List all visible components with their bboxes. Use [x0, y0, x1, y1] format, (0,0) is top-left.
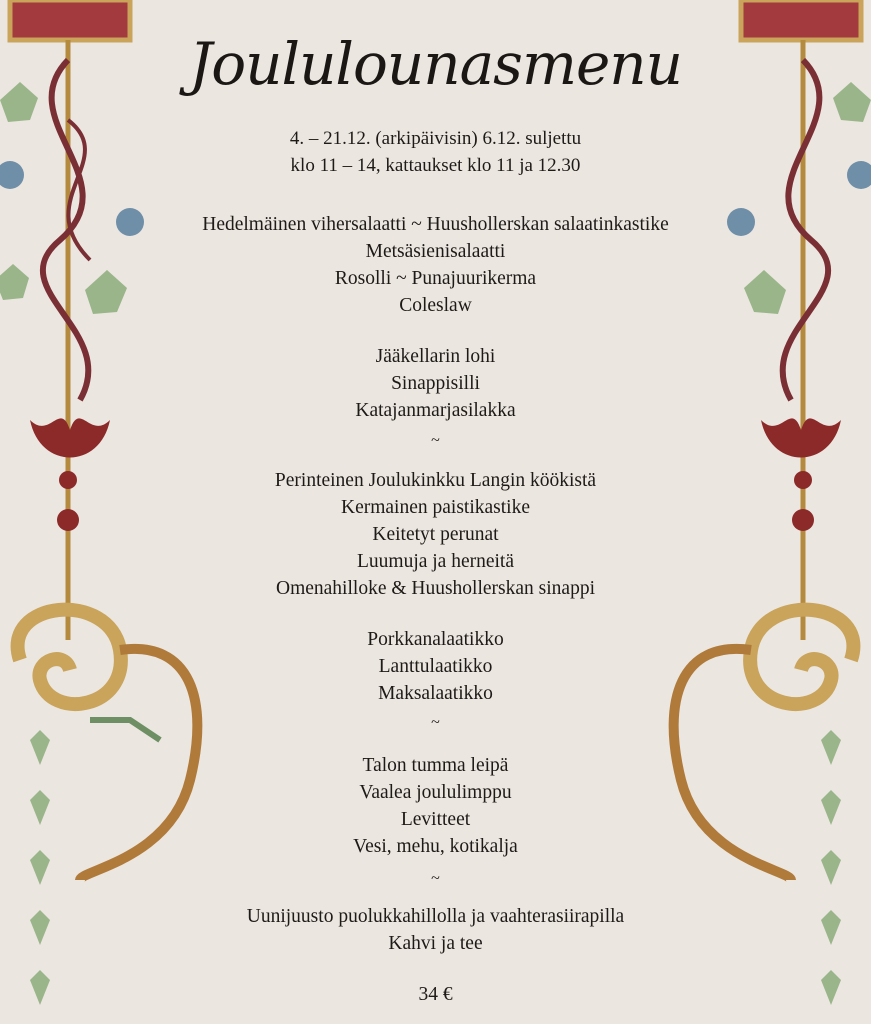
menu-item: Uunijuusto puolukkahillolla ja vaahterasiirapilla: [246, 906, 625, 927]
menu-title: Joululounasmenu: [189, 30, 682, 98]
menu-separator: ~: [431, 870, 440, 887]
menu-separator: ~: [431, 432, 440, 449]
menu-item: Coleslaw: [399, 295, 472, 316]
menu-item: Rosolli ~ Punajuurikerma: [334, 268, 537, 289]
menu-item: Vesi, mehu, kotikalja: [353, 836, 518, 857]
menu-dates: 4. – 21.12. (arkipäivisin) 6.12. suljettu: [289, 128, 582, 149]
menu-separator: ~: [431, 714, 440, 731]
menu-item: Talon tumma leipä: [362, 755, 509, 776]
menu-item: Kermainen paistikastike: [341, 497, 530, 518]
menu-item: Levitteet: [400, 809, 471, 830]
menu-item: Metsäsienisalaatti: [365, 241, 506, 262]
menu-hours: klo 11 – 14, kattaukset klo 11 ja 12.30: [290, 155, 581, 176]
menu-item: Luumuja ja herneitä: [356, 551, 515, 572]
menu-item: Maksalaatikko: [378, 683, 493, 704]
menu-item: Katajanmarjasilakka: [355, 400, 516, 421]
menu-item: Omenahilloke & Huushollerskan sinappi: [276, 578, 595, 599]
menu-item: Keitetyt perunat: [372, 524, 499, 545]
menu-item: Sinappisilli: [391, 373, 480, 394]
menu-item: Porkkanalaatikko: [367, 629, 504, 650]
menu-price: 34 €: [418, 984, 453, 1005]
menu-item: Kahvi ja tee: [388, 933, 483, 954]
menu-item: Perinteinen Joulukinkku Langin köökistä: [274, 470, 597, 491]
menu-item: Lanttulaatikko: [378, 656, 493, 677]
menu-item: Jääkellarin lohi: [375, 346, 496, 367]
menu-item: Vaalea joululimppu: [359, 782, 512, 803]
menu-item: Hedelmäinen vihersalaatti ~ Huushollerskan salaatinkastike: [202, 214, 669, 235]
